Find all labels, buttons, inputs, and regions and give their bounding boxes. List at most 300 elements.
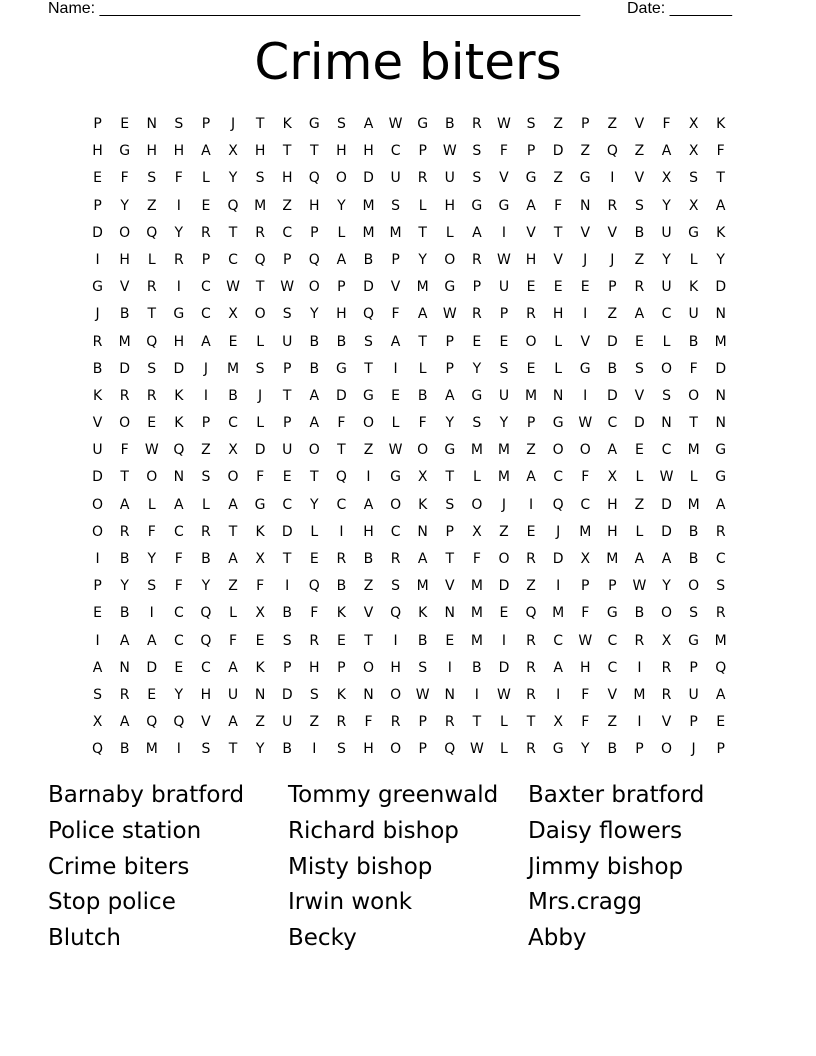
grid-letter: K [255,523,265,540]
grid-letter: E [634,442,644,459]
grid-letter: Y [418,251,427,268]
grid-letter: Y [716,251,725,268]
grid-letter: F [147,523,156,540]
grid-letter: R [146,279,157,296]
grid-letter: K [716,116,726,132]
grid-letter: R [444,714,455,731]
grid-letter: B [634,605,645,622]
grid-letter: G [308,116,320,132]
grid-letter: P [581,116,590,132]
grid-letter: I [149,605,154,622]
grid-letter: U [390,170,401,187]
grid-letter: R [92,333,103,350]
grid-letter: R [526,306,536,323]
grid-letter: N [661,415,672,432]
grid-letter: G [579,170,591,187]
grid-letter: U [661,224,672,241]
grid-letter: F [499,143,508,160]
grid-letter: N [146,116,157,132]
grid-letter: Z [607,714,618,731]
grid-letter: G [119,143,131,160]
grid-letter: R [526,659,536,676]
grid-letter: L [635,523,644,540]
grid-letter: I [366,469,371,486]
grid-letter: F [391,306,400,323]
grid-letter: M [497,442,510,459]
grid-letter: F [256,578,265,595]
grid-letter: A [390,333,401,350]
grid-letter: A [715,197,726,214]
grid-letter: B [309,360,320,377]
grid-letter: P [581,578,590,595]
grid-letter: B [472,659,482,676]
grid-letter: C [173,605,184,622]
grid-letter: Q [146,224,158,241]
grid-letter: A [119,714,130,731]
grid-letter: P [337,279,346,296]
grid-letter: R [607,197,618,214]
grid-letter: H [173,143,185,160]
grid-letter: C [553,632,564,649]
grid-letter: X [228,442,238,459]
grid-letter: E [526,360,536,377]
grid-letter: P [282,251,292,268]
grid-letter: S [445,496,455,513]
word-list-item: Blutch [48,925,121,952]
grid-letter: B [228,387,238,404]
word-list-item: Abby [528,925,587,952]
grid-letter: M [714,632,727,649]
grid-letter: R [526,551,536,567]
grid-letter: P [445,360,454,377]
grid-letter: A [553,659,563,676]
grid-letter: Q [200,605,212,622]
grid-letter: A [92,659,103,676]
grid-letter: T [689,415,698,432]
grid-letter: M [362,197,375,214]
grid-letter: B [119,306,130,323]
grid-letter: T [445,551,455,567]
grid-letter: Q [552,496,564,513]
grid-letter: V [661,714,672,731]
header-line [48,0,748,20]
grid-letter: E [201,197,211,214]
word-list-item: Barnaby bratford [48,782,245,808]
grid-letter: W [659,469,674,486]
grid-letter: C [201,659,211,676]
grid-letter: A [634,306,645,323]
grid-letter: P [201,116,211,132]
grid-letter: R [309,632,320,649]
grid-letter: C [553,469,564,486]
grid-letter: A [119,496,130,513]
grid-letter: A [526,197,536,214]
grid-letter: L [391,415,400,432]
grid-letter: E [580,279,590,296]
page-title: Crime biters [254,33,562,91]
grid-letter: D [254,442,266,459]
grid-letter: D [281,523,293,540]
grid-letter: O [579,442,591,459]
grid-letter: O [661,741,673,758]
grid-letter: S [174,116,184,132]
grid-letter: W [497,686,511,703]
grid-letter: G [606,605,618,622]
grid-letter: E [228,333,238,350]
grid-letter: I [637,714,642,731]
grid-letter: Q [606,143,618,160]
grid-letter: G [579,360,591,377]
grid-letter: Y [580,741,590,758]
grid-letter: O [146,469,158,486]
grid-letter: A [119,632,130,649]
grid-letter: B [336,333,347,350]
grid-letter: L [445,224,454,241]
grid-letter: C [715,551,726,567]
grid-letter: O [390,496,402,513]
grid-letter: O [661,360,673,377]
grid-letter: M [687,442,700,459]
grid-letter: X [228,306,238,323]
grid-letter: Y [120,197,129,214]
grid-letter: Z [255,714,265,731]
grid-letter: C [390,523,401,540]
grid-letter: S [93,686,102,703]
grid-letter: G [688,632,700,649]
grid-letter: I [393,360,398,377]
grid-letter: S [634,197,644,214]
grid-letter: H [119,251,130,268]
grid-letter: S [282,306,292,323]
grid-letter: N [552,387,564,404]
grid-letter: H [363,143,374,160]
grid-letter: L [500,741,508,758]
word-list-item: Stop police [48,889,176,916]
grid-letter: G [92,279,103,296]
grid-letter: L [554,333,563,350]
grid-letter: E [309,551,319,567]
grid-letter: P [337,659,346,676]
grid-letter: C [228,251,238,268]
grid-letter: Z [282,197,292,214]
grid-letter: O [498,551,510,567]
grid-letter: P [689,714,698,731]
grid-letter: G [471,387,483,404]
grid-letter: T [228,224,238,241]
grid-letter: S [147,578,157,595]
grid-letter: R [661,659,672,676]
grid-letter: S [391,578,401,595]
grid-letter: N [173,469,185,486]
grid-letter: U [92,442,103,459]
grid-letter: E [716,714,726,731]
grid-letter: E [147,415,157,432]
grid-letter: G [444,442,456,459]
grid-letter: C [201,279,211,296]
grid-letter: D [606,387,618,404]
grid-letter: I [176,741,181,758]
grid-letter: P [93,578,102,595]
grid-letter: D [552,143,564,160]
word-list-item: Jimmy bishop [528,853,684,880]
grid-letter: E [499,333,509,350]
grid-letter: T [364,632,373,649]
grid-letter: Z [607,116,618,132]
grid-letter: N [119,659,130,676]
grid-letter: B [282,605,292,622]
grid-letter: K [418,605,428,622]
grid-letter: B [444,116,455,132]
grid-letter: C [282,224,293,241]
grid-letter: H [309,197,320,214]
grid-letter: F [581,605,590,622]
grid-letter: F [174,578,183,595]
grid-letter: G [715,442,727,459]
grid-letter: N [715,306,726,323]
grid-letter: M [254,197,267,214]
grid-letter: I [203,387,208,404]
grid-letter: P [93,116,102,132]
grid-letter: V [363,605,374,622]
grid-letter: Y [310,306,319,323]
grid-letter: I [583,306,588,323]
grid-letter: M [416,578,429,595]
grid-letter: O [552,442,564,459]
grid-letter: R [471,306,482,323]
grid-letter: B [363,551,374,567]
grid-letter: J [258,387,263,404]
grid-letter: R [471,251,482,268]
grid-letter: A [634,551,645,567]
grid-letter: O [688,578,700,595]
grid-letter: J [203,360,208,377]
grid-letter: E [499,605,509,622]
grid-letter: O [661,605,673,622]
grid-letter: M [552,605,565,622]
grid-letter: M [470,578,483,595]
grid-letter: L [256,333,265,350]
grid-letter: A [661,143,672,160]
grid-letter: H [92,143,103,160]
grid-letter: O [362,415,374,432]
grid-letter: L [418,360,427,377]
grid-letter: U [661,279,672,296]
grid-letter: T [553,224,563,241]
grid-letter: Z [607,306,618,323]
grid-letter: Q [444,741,456,758]
grid-letter: F [662,116,671,132]
grid-letter: Q [146,714,158,731]
grid-letter: L [337,224,346,241]
grid-letter: Y [310,496,319,513]
grid-letter: D [119,360,131,377]
grid-letter: Q [200,632,212,649]
grid-letter: J [95,306,100,323]
grid-letter: O [525,333,537,350]
grid-letter: Q [525,605,537,622]
grid-letter: R [526,686,536,703]
word-list-item: Becky [288,925,357,952]
grid-letter: J [556,523,561,540]
grid-letter: K [689,279,699,296]
grid-letter: H [552,306,564,323]
grid-letter: P [391,251,400,268]
grid-letter: H [363,523,374,540]
grid-letter: N [363,686,374,703]
grid-letter: T [120,469,129,486]
grid-letter: D [661,496,672,513]
grid-letter: G [552,415,564,432]
grid-letter: U [688,306,699,323]
grid-letter: G [254,496,266,513]
grid-letter: Q [308,170,320,187]
grid-letter: C [607,415,618,432]
grid-letter: H [200,686,212,703]
grid-letter: M [579,523,592,540]
grid-letter: L [147,251,156,268]
grid-letter: O [119,224,131,241]
grid-letter: A [228,659,238,676]
grid-letter: A [228,496,238,513]
grid-letter: I [610,170,615,187]
grid-letter: E [391,387,400,404]
grid-letter: B [201,551,211,567]
grid-letter: Y [337,197,346,214]
grid-letter: A [336,251,347,268]
grid-letter: J [610,251,615,268]
grid-letter: E [93,170,102,187]
grid-letter: D [715,360,727,377]
grid-letter: F [554,197,563,214]
grid-letter: O [362,659,374,676]
grid-letter: D [363,279,374,296]
grid-letter: I [95,632,100,649]
grid-letter: X [553,714,563,731]
grid-letter: T [255,279,265,296]
grid-letter: G [390,469,401,486]
grid-letter: H [525,251,537,268]
grid-letter: S [364,333,373,350]
grid-letter: R [201,224,211,241]
grid-letter: U [282,333,293,350]
grid-letter: P [716,741,725,758]
grid-letter: V [634,387,645,404]
grid-letter: S [255,170,265,187]
grid-letter: D [715,279,727,296]
grid-letter: Z [634,496,645,513]
grid-letter: Q [362,306,374,323]
grid-letter: T [472,714,482,731]
grid-letter: H [607,523,618,540]
grid-letter: C [336,496,347,513]
grid-letter: D [146,659,158,676]
grid-letter: Z [363,578,374,595]
grid-letter: G [471,197,483,214]
grid-letter: T [282,551,292,567]
grid-letter: U [444,170,455,187]
grid-letter: G [417,116,429,132]
grid-letter: G [444,279,456,296]
grid-letter: V [553,251,563,268]
grid-letter: U [498,279,510,296]
grid-letter: L [554,360,563,377]
grid-letter: I [501,632,507,649]
grid-letter: K [418,496,428,513]
grid-letter: M [470,442,483,459]
grid-letter: E [445,632,455,649]
grid-letter: F [716,143,725,160]
grid-letter: F [581,686,590,703]
grid-letter: R [146,387,157,404]
grid-letter: H [336,306,347,323]
grid-letter: W [497,116,511,132]
grid-letter: V [580,333,591,350]
word-list-item: Misty bishop [288,853,433,880]
grid-letter: C [228,415,238,432]
grid-letter: B [119,741,130,758]
grid-letter: I [393,632,398,649]
grid-letter: Z [309,714,320,731]
grid-letter: R [526,741,536,758]
grid-letter: B [92,360,103,377]
grid-letter: D [552,551,564,567]
grid-letter: H [173,333,185,350]
grid-letter: K [336,686,346,703]
word-list-item: Tommy greenwald [288,782,499,808]
grid-letter: P [608,578,617,595]
grid-letter: I [176,279,181,296]
grid-letter: O [254,306,266,323]
grid-letter: V [92,415,103,432]
grid-letter: R [661,686,672,703]
grid-letter: P [201,251,211,268]
grid-letter: W [388,116,403,132]
grid-letter: P [282,360,292,377]
grid-letter: Y [147,551,157,567]
grid-letter: S [472,415,482,432]
grid-letter: S [662,387,671,404]
grid-letter: O [417,442,429,459]
grid-letter: O [335,170,347,187]
grid-letter: R [471,116,482,132]
grid-letter: T [445,469,455,486]
grid-letter: U [282,442,293,459]
grid-letter: T [255,116,265,132]
grid-letter: Q [715,659,727,676]
grid-letter: T [364,360,373,377]
grid-letter: M [118,333,131,350]
grid-letter: W [469,741,484,758]
grid-letter: H [281,170,293,187]
grid-letter: I [339,523,344,540]
grid-letter: A [228,714,238,731]
grid-letter: B [688,333,699,350]
grid-letter: V [607,224,618,241]
grid-letter: H [444,197,456,214]
grid-letter: R [634,279,645,296]
grid-letter: E [526,523,536,540]
grid-letter: E [255,632,265,649]
grid-letter: X [228,143,238,160]
grid-letter: R [390,551,401,567]
grid-letter: A [715,686,726,703]
grid-letter: I [583,387,588,404]
grid-letter: C [580,496,591,513]
grid-letter: A [715,496,726,513]
grid-letter: L [689,251,698,268]
grid-letter: X [255,551,265,567]
grid-letter: M [226,360,240,377]
